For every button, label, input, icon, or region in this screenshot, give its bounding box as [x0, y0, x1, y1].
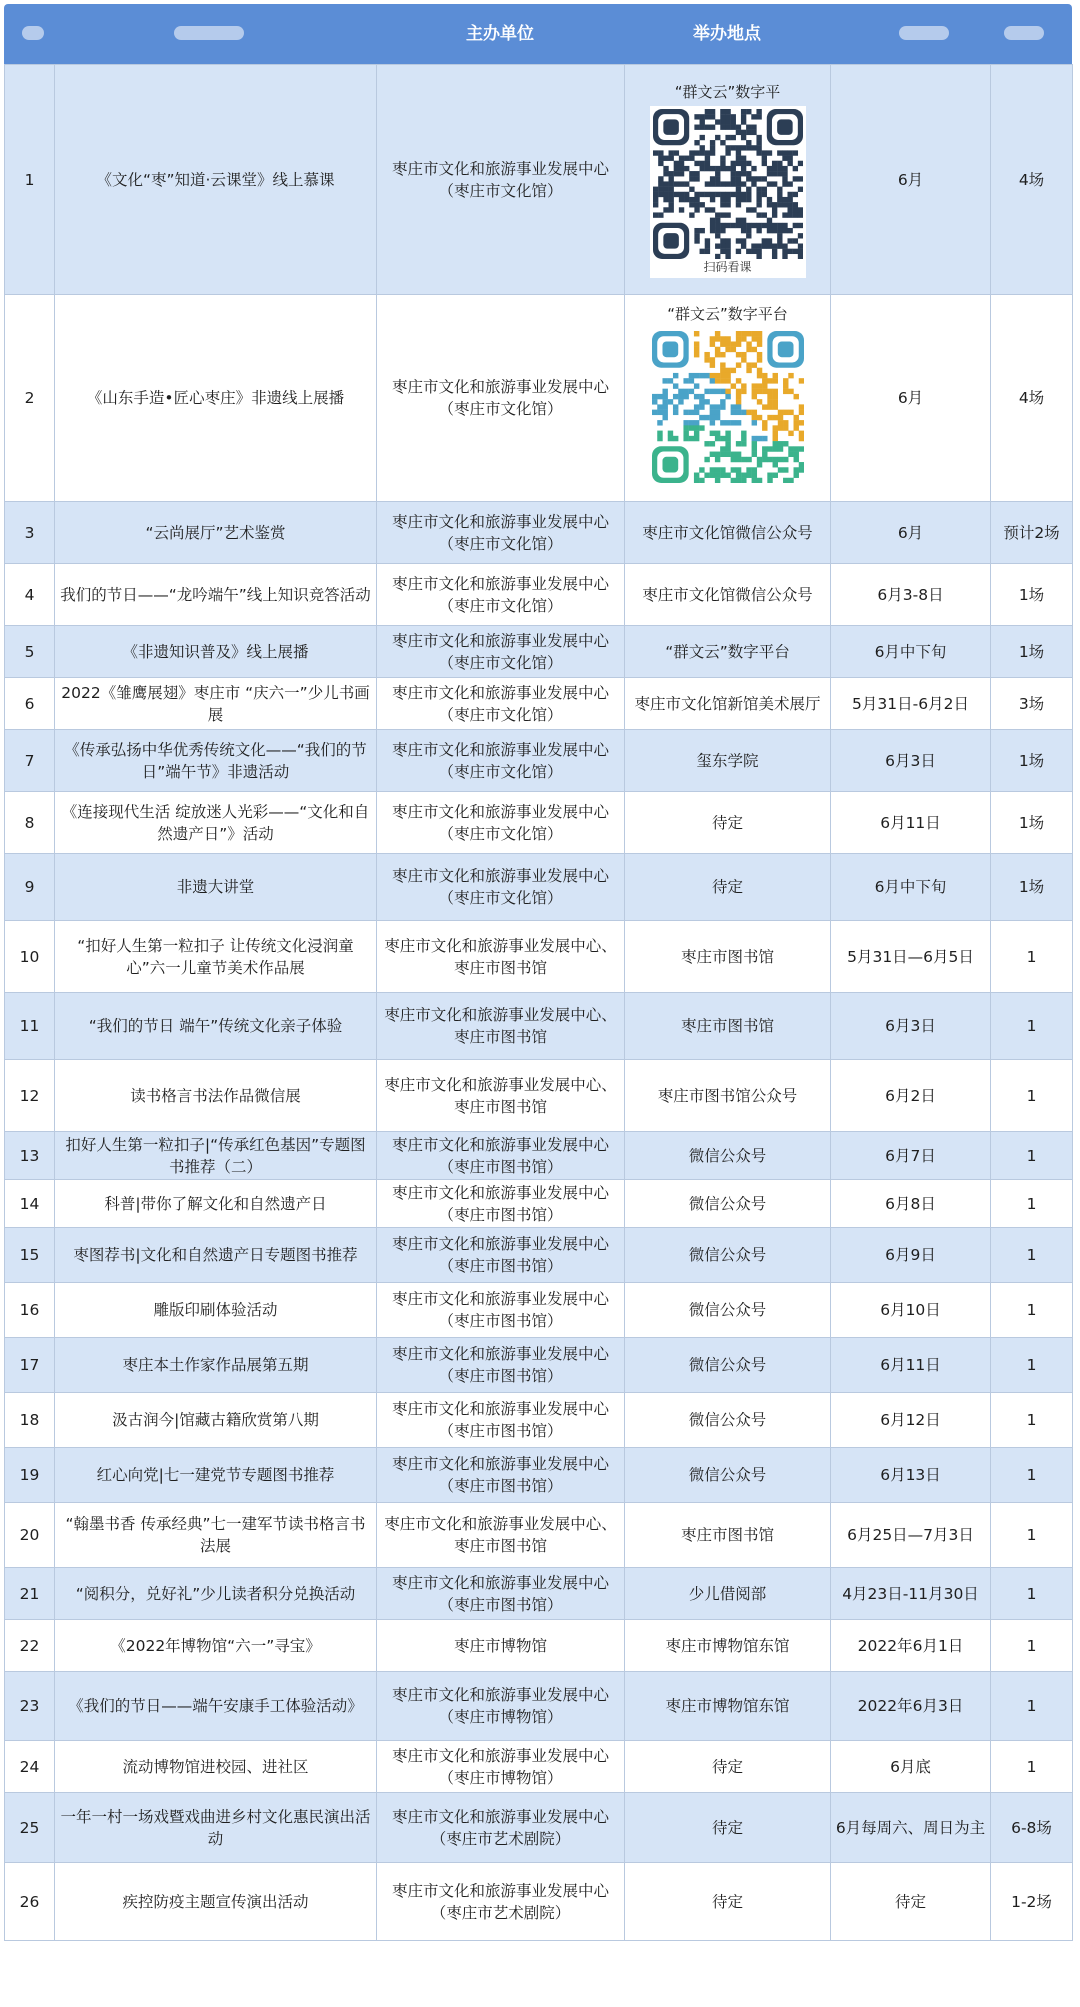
event-date: 6月中下旬 — [831, 626, 991, 678]
table-row — [5, 792, 1073, 854]
venue: 微信公众号 — [625, 1132, 831, 1180]
table-row — [5, 678, 1073, 730]
event-date: 2022年6月1日 — [831, 1620, 991, 1672]
blurred-header-text — [22, 26, 44, 40]
venue: 枣庄市博物馆东馆 — [625, 1672, 831, 1741]
event-date: 6月3日 — [831, 730, 991, 792]
venue: 待定 — [625, 854, 831, 921]
table-row — [5, 1132, 1073, 1180]
event-date: 待定 — [831, 1863, 991, 1941]
platform-label: “群文云”数字平 — [674, 82, 781, 101]
session-count: 6-8场 — [991, 1793, 1073, 1863]
row-number: 18 — [5, 1393, 55, 1448]
blurred-header-text — [899, 26, 949, 40]
venue: 枣庄市图书馆公众号 — [625, 1060, 831, 1132]
session-count: 1场 — [991, 854, 1073, 921]
event-date: 6月10日 — [831, 1283, 991, 1338]
activity-name: 我们的节日——“龙吟端午”线上知识竞答活动 — [55, 564, 377, 626]
session-count: 1场 — [991, 626, 1073, 678]
activity-table — [4, 64, 1073, 1941]
host-org: 枣庄市文化和旅游事业发展中心（枣庄市文化馆） — [377, 730, 625, 792]
venue — [625, 65, 831, 295]
table-row — [5, 626, 1073, 678]
session-count: 1 — [991, 1283, 1073, 1338]
venue: 枣庄市文化馆微信公众号 — [625, 564, 831, 626]
qr-code[interactable] — [649, 328, 807, 486]
session-count: 1 — [991, 1448, 1073, 1503]
table-row — [5, 921, 1073, 993]
platform-label: “群文云”数字平台 — [667, 305, 788, 323]
host-org: 枣庄市文化和旅游事业发展中心、枣庄市图书馆 — [377, 921, 625, 993]
activity-name: 《连接现代生活 绽放迷人光彩——“文化和自然遗产日”》活动 — [55, 792, 377, 854]
table-row — [5, 1393, 1073, 1448]
activity-name: 2022《雏鹰展翅》枣庄市 “庆六一”少儿书画展 — [55, 678, 377, 730]
host-org: 枣庄市文化和旅游事业发展中心（枣庄市博物馆） — [377, 1672, 625, 1741]
activity-name: 《我们的节日——端午安康手工体验活动》 — [55, 1672, 377, 1741]
host-org: 枣庄市文化和旅游事业发展中心（枣庄市文化馆） — [377, 65, 625, 295]
venue: 玺东学院 — [625, 730, 831, 792]
host-org: 枣庄市文化和旅游事业发展中心（枣庄市图书馆） — [377, 1448, 625, 1503]
row-number: 21 — [5, 1568, 55, 1620]
host-org: 枣庄市文化和旅游事业发展中心（枣庄市文化馆） — [377, 678, 625, 730]
activity-name: 《非遗知识普及》线上展播 — [55, 626, 377, 678]
row-number: 23 — [5, 1672, 55, 1741]
event-date: 6月11日 — [831, 1338, 991, 1393]
event-date: 6月中下旬 — [831, 854, 991, 921]
activity-name: 《传承弘扬中华优秀传统文化——“我们的节日”端午节》非遗活动 — [55, 730, 377, 792]
row-number: 13 — [5, 1132, 55, 1180]
venue: 微信公众号 — [625, 1393, 831, 1448]
venue: 枣庄市文化馆新馆美术展厅 — [625, 678, 831, 730]
venue: 微信公众号 — [625, 1448, 831, 1503]
activity-name: 红心向党|七一建党节专题图书推荐 — [55, 1448, 377, 1503]
venue: 枣庄市博物馆东馆 — [625, 1620, 831, 1672]
session-count: 1 — [991, 1132, 1073, 1180]
row-number: 8 — [5, 792, 55, 854]
venue: 微信公众号 — [625, 1338, 831, 1393]
session-count: 1 — [991, 1228, 1073, 1283]
host-org: 枣庄市文化和旅游事业发展中心（枣庄市文化馆） — [377, 502, 625, 564]
event-date: 6月25日—7月3日 — [831, 1503, 991, 1568]
host-org: 枣庄市文化和旅游事业发展中心（枣庄市图书馆） — [377, 1393, 625, 1448]
venue: 少儿借阅部 — [625, 1568, 831, 1620]
blurred-header-text — [1004, 26, 1044, 40]
event-date: 6月3日 — [831, 993, 991, 1060]
event-date: 2022年6月3日 — [831, 1672, 991, 1741]
table-row — [5, 1228, 1073, 1283]
venue: 待定 — [625, 1863, 831, 1941]
session-count: 1 — [991, 1741, 1073, 1793]
host-org: 枣庄市文化和旅游事业发展中心（枣庄市文化馆） — [377, 564, 625, 626]
row-number: 26 — [5, 1863, 55, 1941]
table-row — [5, 1568, 1073, 1620]
venue: 待定 — [625, 1793, 831, 1863]
venue: 微信公众号 — [625, 1180, 831, 1228]
event-date: 6月11日 — [831, 792, 991, 854]
row-number: 25 — [5, 1793, 55, 1863]
row-number: 24 — [5, 1741, 55, 1793]
host-org: 枣庄市文化和旅游事业发展中心（枣庄市图书馆） — [377, 1568, 625, 1620]
row-number: 22 — [5, 1620, 55, 1672]
table-row — [5, 1060, 1073, 1132]
row-number: 2 — [5, 295, 55, 502]
session-count: 1 — [991, 1060, 1073, 1132]
table-row — [5, 1863, 1073, 1941]
table-header — [4, 4, 1072, 64]
event-date: 6月8日 — [831, 1180, 991, 1228]
event-date: 5月31日-6月2日 — [831, 678, 991, 730]
row-number: 7 — [5, 730, 55, 792]
table-row — [5, 564, 1073, 626]
table-row — [5, 65, 1073, 295]
activity-name: 枣图荐书|文化和自然遗产日专题图书推荐 — [55, 1228, 377, 1283]
host-org: 枣庄市文化和旅游事业发展中心（枣庄市图书馆） — [377, 1228, 625, 1283]
row-number: 12 — [5, 1060, 55, 1132]
host-org: 枣庄市文化和旅游事业发展中心、枣庄市图书馆 — [377, 993, 625, 1060]
venue: 待定 — [625, 792, 831, 854]
row-number: 9 — [5, 854, 55, 921]
table-row — [5, 1672, 1073, 1741]
header-venue: 举办地点 — [693, 24, 761, 44]
activity-name: 汲古润今|馆藏古籍欣赏第八期 — [55, 1393, 377, 1448]
activity-name: 雕版印刷体验活动 — [55, 1283, 377, 1338]
row-number: 16 — [5, 1283, 55, 1338]
session-count: 预计2场 — [991, 502, 1073, 564]
row-number: 4 — [5, 564, 55, 626]
host-org: 枣庄市文化和旅游事业发展中心（枣庄市文化馆） — [377, 792, 625, 854]
row-number: 10 — [5, 921, 55, 993]
activity-name: 非遗大讲堂 — [55, 854, 377, 921]
activity-name: 枣庄本土作家作品展第五期 — [55, 1338, 377, 1393]
table-row — [5, 993, 1073, 1060]
activity-name: 扣好人生第一粒扣子|“传承红色基因”专题图书推荐（二） — [55, 1132, 377, 1180]
table-row — [5, 730, 1073, 792]
session-count: 1-2场 — [991, 1863, 1073, 1941]
host-org: 枣庄市文化和旅游事业发展中心（枣庄市艺术剧院） — [377, 1793, 625, 1863]
table-row — [5, 1283, 1073, 1338]
venue: “群文云”数字平台 — [625, 626, 831, 678]
table-row — [5, 502, 1073, 564]
blurred-header-text — [174, 26, 244, 40]
header-org: 主办单位 — [466, 24, 534, 44]
session-count: 4场 — [991, 295, 1073, 502]
event-date: 6月9日 — [831, 1228, 991, 1283]
table-row — [5, 1448, 1073, 1503]
table-row — [5, 1338, 1073, 1393]
table-row — [5, 1503, 1073, 1568]
session-count: 1 — [991, 1338, 1073, 1393]
venue: 枣庄市图书馆 — [625, 1503, 831, 1568]
table-row — [5, 1180, 1073, 1228]
event-date: 6月 — [831, 295, 991, 502]
event-date: 6月底 — [831, 1741, 991, 1793]
activity-name: 读书格言书法作品微信展 — [55, 1060, 377, 1132]
host-org: 枣庄市文化和旅游事业发展中心（枣庄市艺术剧院） — [377, 1863, 625, 1941]
table-row — [5, 1741, 1073, 1793]
venue: 待定 — [625, 1741, 831, 1793]
activity-name: 流动博物馆进校园、进社区 — [55, 1741, 377, 1793]
venue: 枣庄市图书馆 — [625, 921, 831, 993]
row-number: 19 — [5, 1448, 55, 1503]
activity-name: 《山东手造•匠心枣庄》非遗线上展播 — [55, 295, 377, 502]
row-number: 1 — [5, 65, 55, 295]
activity-name: 科普|带你了解文化和自然遗产日 — [55, 1180, 377, 1228]
session-count: 3场 — [991, 678, 1073, 730]
event-date: 6月3-8日 — [831, 564, 991, 626]
venue: 微信公众号 — [625, 1228, 831, 1283]
row-number: 20 — [5, 1503, 55, 1568]
host-org: 枣庄市博物馆 — [377, 1620, 625, 1672]
event-date: 6月7日 — [831, 1132, 991, 1180]
qr-code[interactable] — [650, 106, 806, 278]
session-count: 1 — [991, 993, 1073, 1060]
event-date: 4月23日-11月30日 — [831, 1568, 991, 1620]
activity-name: “云尚展厅”艺术鉴赏 — [55, 502, 377, 564]
activity-name: 疾控防疫主题宣传演出活动 — [55, 1863, 377, 1941]
session-count: 1 — [991, 1568, 1073, 1620]
session-count: 1场 — [991, 792, 1073, 854]
row-number: 6 — [5, 678, 55, 730]
event-date: 6月13日 — [831, 1448, 991, 1503]
session-count: 1 — [991, 1503, 1073, 1568]
event-date: 5月31日—6月5日 — [831, 921, 991, 993]
activity-name: “翰墨书香 传承经典”七一建军节读书格言书法展 — [55, 1503, 377, 1568]
table-row — [5, 295, 1073, 502]
activity-name: 《文化“枣”知道·云课堂》线上慕课 — [55, 65, 377, 295]
row-number: 17 — [5, 1338, 55, 1393]
session-count: 1场 — [991, 564, 1073, 626]
host-org: 枣庄市文化和旅游事业发展中心（枣庄市图书馆） — [377, 1180, 625, 1228]
session-count: 1 — [991, 1620, 1073, 1672]
session-count: 1 — [991, 1180, 1073, 1228]
venue: 微信公众号 — [625, 1283, 831, 1338]
table-row — [5, 1620, 1073, 1672]
venue: 枣庄市图书馆 — [625, 993, 831, 1060]
qr-caption: 扫码看课 — [703, 259, 752, 274]
table-row — [5, 854, 1073, 921]
event-date: 6月2日 — [831, 1060, 991, 1132]
host-org: 枣庄市文化和旅游事业发展中心（枣庄市图书馆） — [377, 1283, 625, 1338]
row-number: 3 — [5, 502, 55, 564]
host-org: 枣庄市文化和旅游事业发展中心（枣庄市博物馆） — [377, 1741, 625, 1793]
table-row — [5, 1793, 1073, 1863]
session-count: 1 — [991, 1672, 1073, 1741]
row-number: 5 — [5, 626, 55, 678]
activity-name: 《2022年博物馆“六一”寻宝》 — [55, 1620, 377, 1672]
session-count: 1 — [991, 921, 1073, 993]
venue — [625, 295, 831, 502]
host-org: 枣庄市文化和旅游事业发展中心、枣庄市图书馆 — [377, 1060, 625, 1132]
session-count: 4场 — [991, 65, 1073, 295]
session-count: 1 — [991, 1393, 1073, 1448]
activity-name: 一年一村一场戏暨戏曲进乡村文化惠民演出活动 — [55, 1793, 377, 1863]
host-org: 枣庄市文化和旅游事业发展中心（枣庄市图书馆） — [377, 1338, 625, 1393]
row-number: 15 — [5, 1228, 55, 1283]
host-org: 枣庄市文化和旅游事业发展中心、枣庄市图书馆 — [377, 1503, 625, 1568]
host-org: 枣庄市文化和旅游事业发展中心（枣庄市文化馆） — [377, 626, 625, 678]
activity-name: “我们的节日 端午”传统文化亲子体验 — [55, 993, 377, 1060]
row-number: 14 — [5, 1180, 55, 1228]
event-date: 6月每周六、周日为主 — [831, 1793, 991, 1863]
host-org: 枣庄市文化和旅游事业发展中心（枣庄市文化馆） — [377, 295, 625, 502]
event-date: 6月12日 — [831, 1393, 991, 1448]
event-date: 6月 — [831, 65, 991, 295]
host-org: 枣庄市文化和旅游事业发展中心（枣庄市文化馆） — [377, 854, 625, 921]
activity-name: “阅积分，兑好礼”少儿读者积分兑换活动 — [55, 1568, 377, 1620]
host-org: 枣庄市文化和旅游事业发展中心（枣庄市图书馆） — [377, 1132, 625, 1180]
venue: 枣庄市文化馆微信公众号 — [625, 502, 831, 564]
event-date: 6月 — [831, 502, 991, 564]
row-number: 11 — [5, 993, 55, 1060]
activity-name: “扣好人生第一粒扣子 让传统文化浸润童心”六一儿童节美术作品展 — [55, 921, 377, 993]
session-count: 1场 — [991, 730, 1073, 792]
